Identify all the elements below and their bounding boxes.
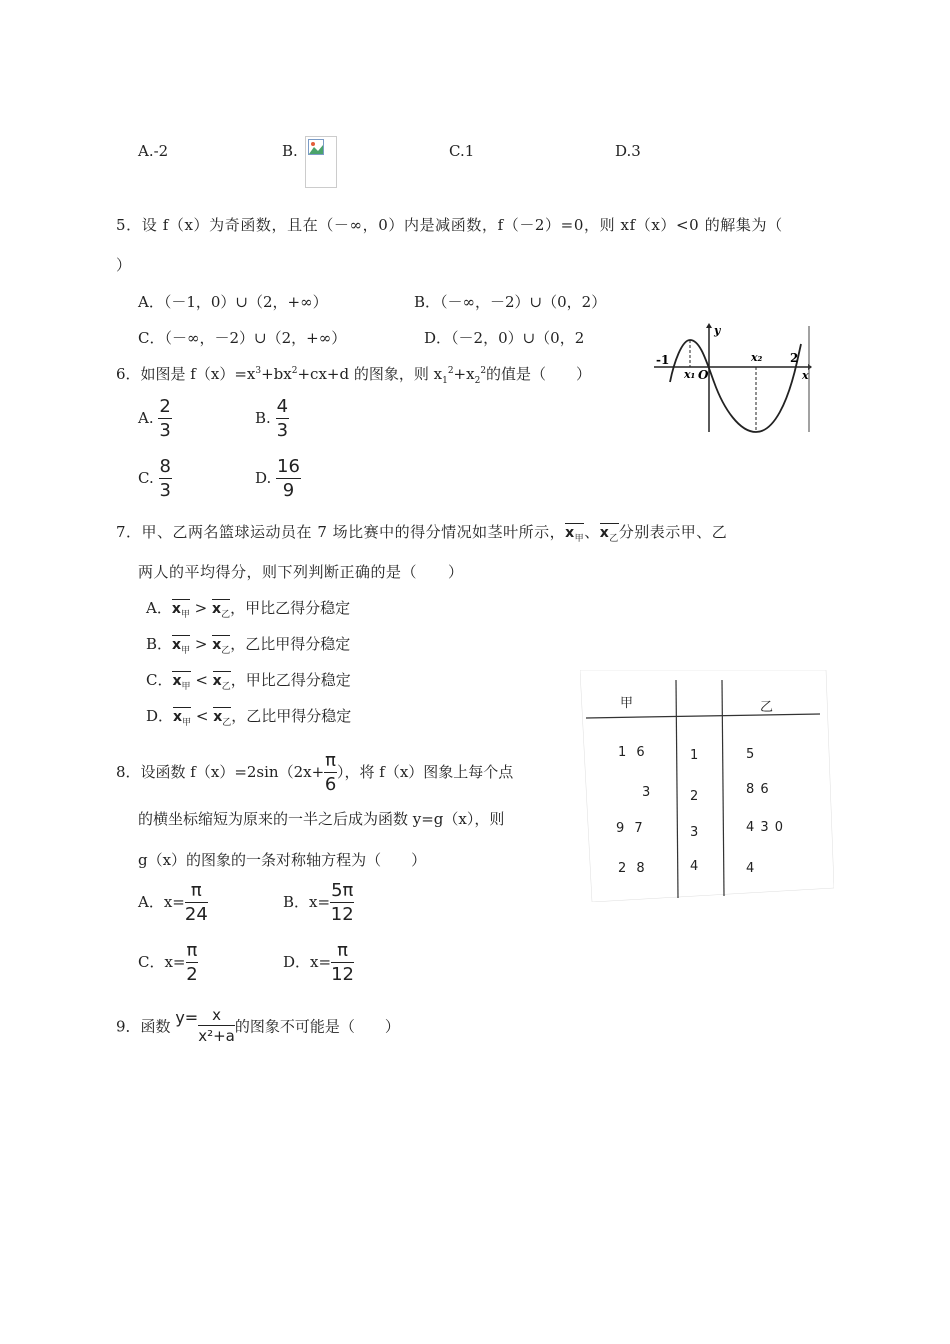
q6-option-a: A. $\frac{2}{3}$ (138, 396, 171, 441)
q7-option-c: C．$x_甲 < x_乙$，甲比乙得分稳定 (146, 671, 351, 692)
q7-option-b: B．$x_甲 > x_乙$，乙比甲得分稳定 (146, 635, 351, 656)
left-leaf-row: 3 (642, 785, 651, 800)
q6-option-d: D. $\frac{16}{9}$ (255, 456, 300, 501)
stem-value: 3 (690, 825, 699, 840)
q8-option-d: D．x= $\frac{\pi}{12}$ (283, 940, 354, 985)
q8-stem-line1: 8．设函数 f（x）=2sin（2x+ $\frac{\pi}{6}$ ），将 f（x）图象上每个点 (116, 750, 514, 795)
q7-stem-line1: 7．甲、乙两名篮球运动员在 7 场比赛中的得分情况如茎叶所示，$x_甲$、$x_乙$分别表示甲、乙 (116, 523, 728, 544)
header-jia: 甲 (620, 696, 634, 711)
q7-stem-line2: 两人的平均得分，则下列判断正确的是（ ） (138, 563, 464, 581)
stem-value: 4 (690, 859, 699, 874)
image-placeholder-icon (308, 139, 324, 155)
broken-image-icon (305, 136, 337, 188)
left-leaf-row: 9 7 (616, 821, 643, 836)
q4-option-d: D.3 (615, 142, 641, 160)
q8-option-a: A．x= $\frac{\pi}{24}$ (138, 880, 208, 925)
right-leaf-row: 4 3 0 (746, 820, 784, 835)
cubic-curve (670, 340, 801, 432)
q6-stem: 6．如图是 $f(x)=x^3+bx^2+cx+d$ 的图象，则 $x_1^2+x_2^2$的值是（ ） (116, 365, 592, 386)
right-leaf-row: 8 6 (746, 782, 769, 797)
q8-stem-line3: g（x）的图象的一条对称轴方程为（ ） (138, 851, 427, 869)
q5-stem: 5．设 f（x）为奇函数，且在（－∞，0）内是减函数，f（－2）=0，则 xf（x）<0 的解集为（ (116, 216, 783, 234)
label-x: x (802, 369, 809, 382)
label-x2: x₂ (751, 351, 763, 364)
q4-option-c: C.1 (449, 142, 475, 160)
q8-option-c: C．x= $\frac{\pi}{2}$ (138, 940, 198, 985)
label-neg1: -1 (656, 353, 670, 367)
stem-leaf-plot (580, 670, 834, 902)
q4-option-a: A.-2 (138, 142, 169, 160)
left-leaf-row: 1 6 (618, 745, 645, 760)
q5-option-c: C．（－∞，－2）∪（2，+∞） (138, 329, 347, 347)
stem-value: 2 (690, 789, 699, 804)
header-yi: 乙 (760, 700, 774, 715)
left-leaf-row: 2 8 (618, 861, 645, 876)
q5-option-a: A．（－1，0）∪（2，+∞） (138, 293, 328, 311)
q7-option-a: A．$x_甲 > x_乙$，甲比乙得分稳定 (146, 599, 351, 620)
label-origin: O (698, 368, 709, 382)
right-leaf-row: 4 (746, 861, 755, 876)
q8-stem-line2: 的横坐标缩短为原来的一半之后成为函数 y=g（x），则 (138, 810, 505, 828)
q4-option-b-label: B. (282, 142, 298, 160)
label-x1: x₁ (684, 368, 696, 381)
q5-stem-end: ） (116, 256, 132, 274)
q5-option-b: B．（－∞，－2）∪（0，2） (414, 293, 607, 311)
q6-option-b: B. $\frac{4}{3}$ (255, 396, 289, 441)
q9-stem: 9．函数 y= $\frac{x}{\text{x²+a}}$ 的图象不可能是（ ） (116, 1006, 400, 1045)
label-y: y (714, 324, 721, 337)
q5-option-d: D．（－2，0）∪（0，2 (424, 329, 585, 347)
q7-option-d: D．$x_甲 < x_乙$，乙比甲得分稳定 (146, 707, 352, 728)
cubic-function-graph (652, 322, 812, 434)
q8-option-b: B．x= $\frac{5\pi}{12}$ (283, 880, 354, 925)
label-2: 2 (790, 351, 799, 365)
q6-option-c: C. $\frac{8}{3}$ (138, 456, 171, 501)
stem-value: 1 (690, 748, 699, 763)
right-leaf-row: 5 (746, 747, 755, 762)
